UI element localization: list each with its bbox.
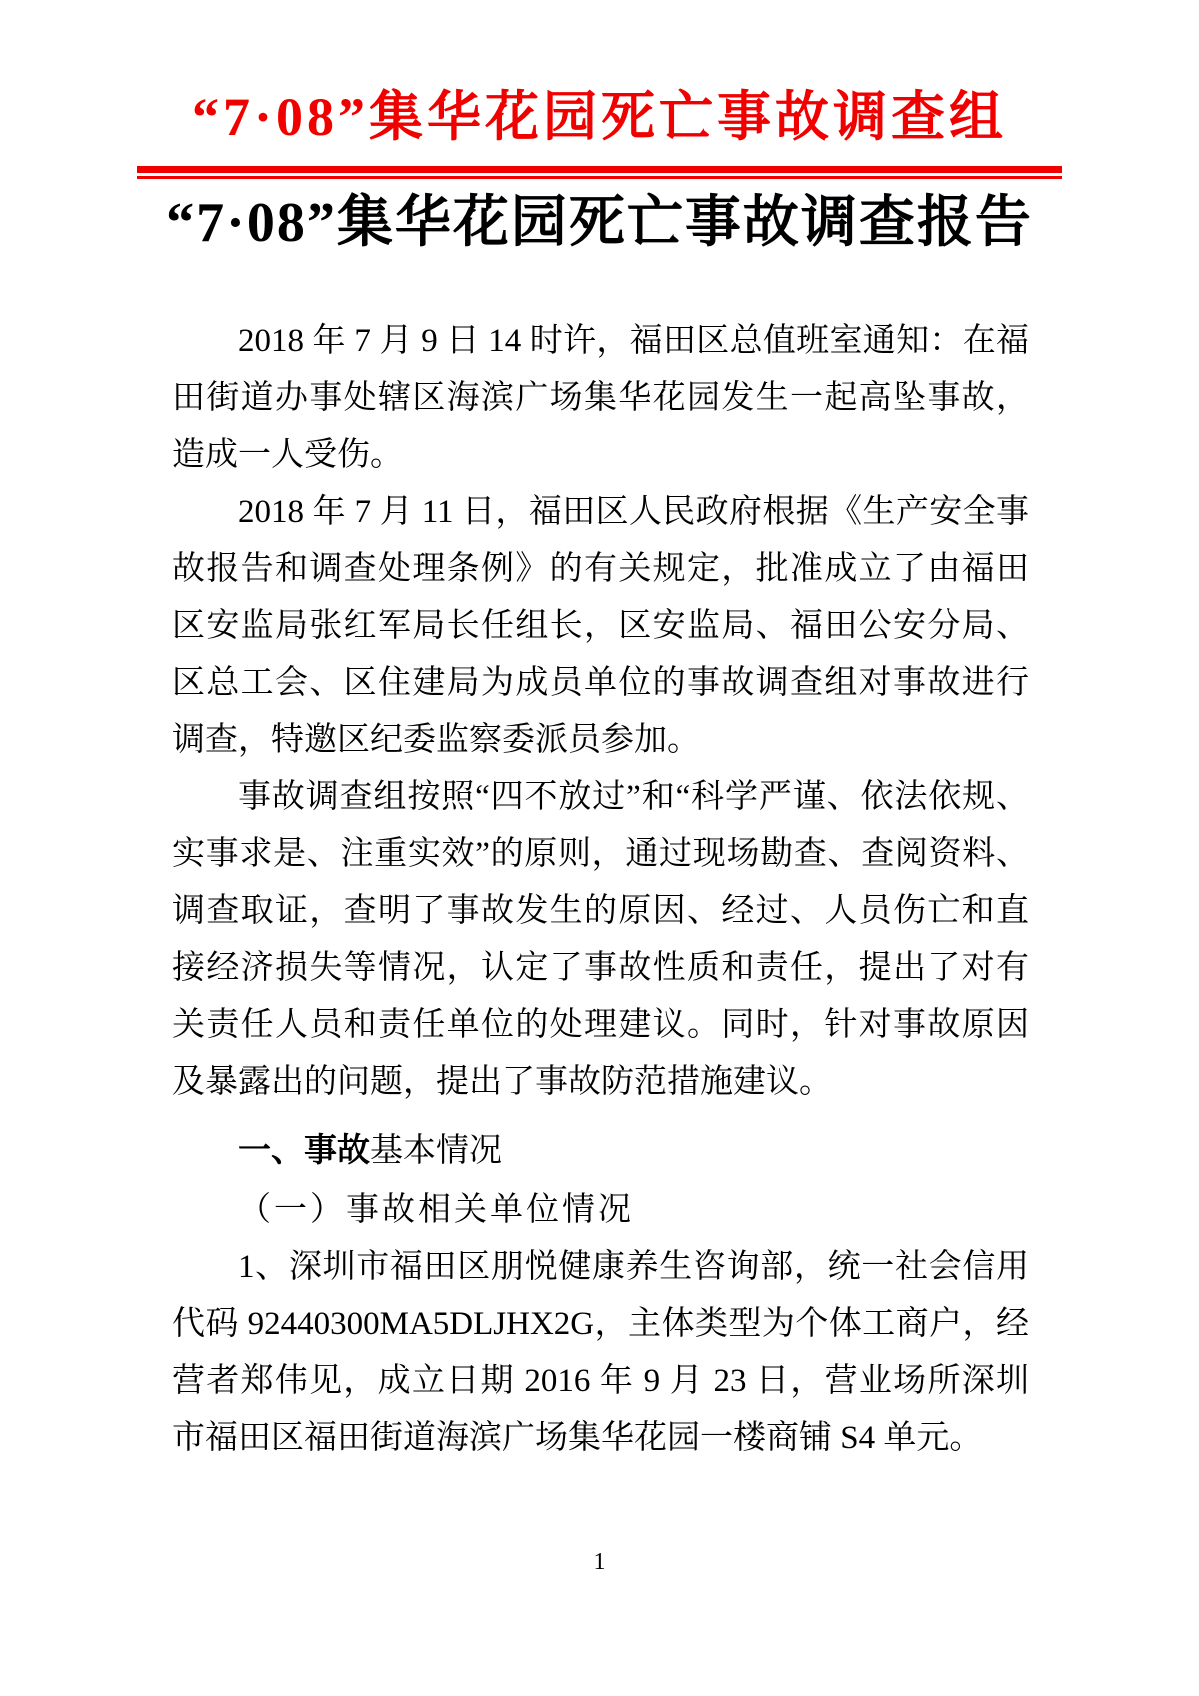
paragraph-investigation-team: 2018 年 7 月 11 日，福田区人民政府根据《生产安全事故报告和调查处理条例》的有关规定，批准成立了由福田区安监局张红军局长任组长，区安监局、福田公安分局、区总工会、区住建局为成员单位的事故调查组对事故进行调查，特邀区纪委监察委派员参加。 (172, 494, 1029, 758)
letterhead-title: “7·08”集华花园死亡事故调查组 (191, 87, 1007, 147)
subsection-heading-related-units: （一）事故相关单位情况 (238, 1192, 634, 1228)
section-heading-basic-situation (172, 1121, 1029, 1178)
section-heading-regular-part: 基本情况 (370, 1131, 502, 1168)
letterhead-double-rule (137, 166, 1062, 179)
report-title: “7·08”集华花园死亡事故调查报告 (166, 192, 1033, 254)
paragraph-company-info: 1、深圳市福田区朋悦健康养生咨询部，统一社会信用代码 92440300MA5DLJHX2G，主体类型为个体工商户，经营者郑伟见，成立日期 2016 年 9 月 23 日，营业场所深圳市福田区福田街道海滨广场集华花园一楼商铺 S4 单元。 (172, 1249, 1029, 1456)
page-number: 1 (593, 1549, 606, 1575)
report-body (172, 313, 1029, 1467)
section-heading-bold-part: 一、事故 (238, 1131, 370, 1168)
paragraph-investigation-principles: 事故调查组按照“四不放过”和“科学严谨、依法依规、实事求是、注重实效”的原则，通过现场勘查、查阅资料、调查取证，查明了事故发生的原因、经过、人员伤亡和直接经济损失等情况，认定了事故性质和责任，提出了对有关责任人员和责任单位的处理建议。同时，针对事故原因及暴露出的问题，提出了事故防范措施建议。 (172, 779, 1029, 1100)
paragraph-incident-notice: 2018 年 7 月 9 日 14 时许，福田区总值班室通知：在福田街道办事处辖区海滨广场集华花园发生一起高坠事故，造成一人受伤。 (172, 323, 1029, 473)
